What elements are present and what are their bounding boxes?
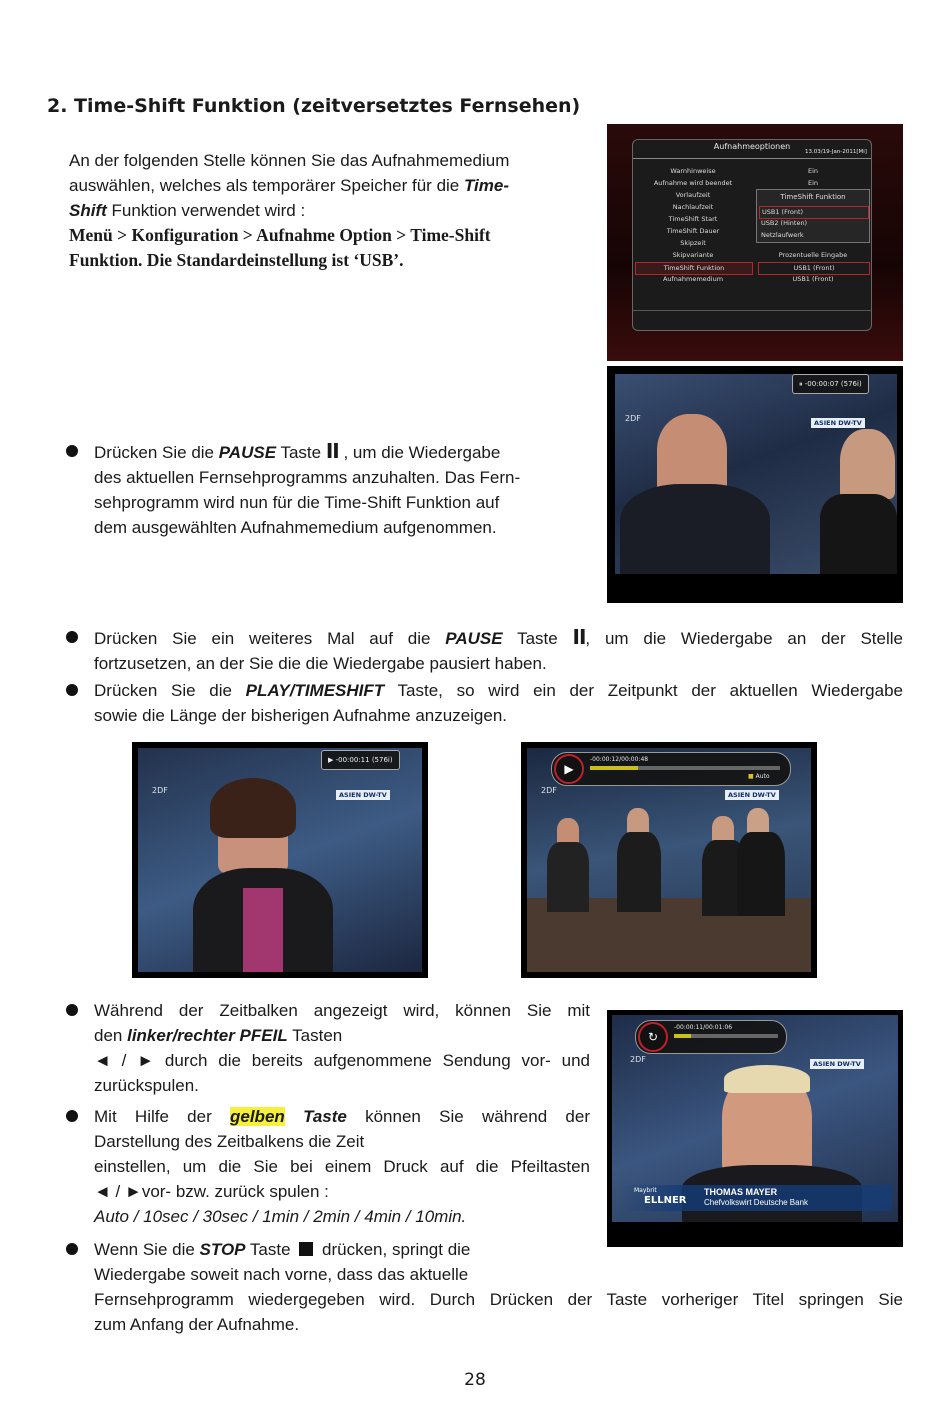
channel-logo: ASIEN DW-TV: [810, 1059, 864, 1069]
menu-value: Ein: [807, 167, 819, 175]
play-icon: ▶: [328, 756, 334, 764]
channel-logo: ASIEN DW-TV: [336, 790, 390, 800]
timeshift-popup: [756, 189, 870, 243]
menu-footer-divider: [633, 310, 871, 311]
bullet-dot: [66, 1243, 78, 1255]
guest-4-head: [747, 808, 769, 834]
seek-progress-fill: [674, 1034, 691, 1038]
guest-1-body: [547, 842, 589, 912]
name-subtitle: Chefvolkswirt Deutsche Bank: [704, 1198, 809, 1207]
timeshift-progress-track[interactable]: [590, 766, 780, 770]
menu-divider: [633, 158, 871, 159]
guest-suit: [820, 494, 897, 574]
menu-item[interactable]: TimeShift Start: [668, 215, 718, 223]
seek-bar-panel: [635, 1020, 787, 1054]
bullet-pause-text: Drücken Sie die PAUSE Taste II , um die Wiedergabe des aktuellen Fernsehprogramms anzuhalten. Das Fern- sehprogramm wird nun für die Time-Shift Funktion auf dem ausgewählten Aufnahmemedium aufgenommen.: [94, 439, 521, 537]
section-heading: 2. Time-Shift Funktion (zeitversetztes Fernsehen): [47, 95, 581, 117]
tv-picture: [138, 748, 422, 972]
zdf-logo: 2DF: [625, 414, 641, 423]
menu-item[interactable]: Aufnahmemedium: [662, 275, 724, 283]
popup-option[interactable]: USB2 (Hinten): [761, 219, 808, 227]
rewind-icon[interactable]: ↻: [638, 1022, 668, 1052]
menu-item[interactable]: TimeShift Dauer: [666, 227, 720, 235]
guest-3-head: [712, 816, 734, 842]
menu-item-selected[interactable]: TimeShift Funktion: [635, 262, 753, 275]
name-title: THOMAS MAYER: [704, 1187, 778, 1197]
bullet-dot: [66, 631, 78, 643]
speaker-head: [657, 414, 727, 494]
guest-4-body: [737, 832, 785, 916]
playback-time-display: ▶ -00:00:11 (576i): [321, 750, 400, 770]
tv-picture: [615, 374, 897, 574]
speaker-hair: [724, 1065, 810, 1093]
bullet-dot: [66, 1110, 78, 1122]
show-logo: ELLNER: [644, 1195, 687, 1206]
menu-title: Aufnahmeoptionen: [713, 142, 791, 151]
bullet-stop-text: Wenn Sie die STOP Taste drücken, springt die Wiedergabe soweit nach vorne, dass das aktuelle Fernsehprogramm wiedergegeben wird. Durch Drücken der Taste vorheriger Titel springen Sie zum Anfang der Aufnahme.: [94, 1240, 903, 1334]
menu-path-line: Menü > Konfiguration > Aufnahme Option > Time-Shift: [69, 225, 491, 245]
guest-2-body: [617, 832, 661, 912]
pause-icon: ⏸: [799, 380, 803, 388]
bullet-dot: [66, 445, 78, 457]
menu-path-line-2: Funktion. Die Standardeinstellung ist ‘USB’.: [69, 250, 404, 270]
menu-value-selected[interactable]: USB1 (Front): [758, 262, 870, 275]
pause-icon: II: [572, 625, 586, 649]
timeshift-time: -00:00:12/00:00:48: [590, 756, 649, 763]
menu-panel: [632, 139, 872, 331]
yellow-key-icon: ■: [748, 773, 754, 780]
seek-progress-track[interactable]: [674, 1034, 778, 1038]
guest-1-head: [557, 818, 579, 844]
seek-step-label: ■ Auto: [748, 773, 770, 780]
menu-date: 13.03/19-Jan-2011[Mi]: [805, 149, 867, 155]
bullet-yellow-key-text: Mit Hilfe der gelben Taste können Sie während der Darstellung des Zeitbalkens die Zeit einstellen, um die Sie bei einem Druck auf die Pfeiltasten ◄ / ►vor- bzw. zurück spulen : Auto / 10sec / 30sec / 1min / 2min / 4min / 10min.: [94, 1107, 590, 1226]
screenshot-playback-info: [132, 742, 428, 978]
menu-item[interactable]: Nachlaufzeit: [672, 203, 714, 211]
intro-line-1: An der folgenden Stelle können Sie das Aufnahmemedium: [69, 151, 510, 170]
screenshot-paused-tv: [607, 366, 903, 603]
bullet-dot: [66, 1004, 78, 1016]
bullet-arrow-keys-text: Während der Zeitbalken angezeigt wird, können Sie mit den linker/rechter PFEIL Tasten ◄ / ► durch die bereits aufgenommene Sendung vor- und zurückspulen.: [94, 1001, 590, 1095]
bullet-timeshift-text: Drücken Sie die PLAY/TIMESHIFT Taste, so wird ein der Zeitpunkt der aktuellen Wiedergabe sowie die Länge der bisherigen Aufnahme anzuzeigen.: [94, 681, 903, 725]
channel-logo: ASIEN DW-TV: [725, 790, 779, 800]
menu-value: Ein: [807, 179, 819, 187]
guest-head: [840, 429, 895, 499]
screenshot-recording-options-menu: [607, 124, 903, 361]
menu-value: Prozentuelle Eingabe: [778, 251, 848, 259]
intro-line-3: Shift Funktion verwendet wird :: [69, 201, 306, 220]
pause-time-display: ⏸ -00:00:07 (576i): [792, 374, 869, 394]
name-caption-bar: [622, 1185, 892, 1211]
menu-item[interactable]: Warnhinweise: [670, 167, 716, 175]
popup-option[interactable]: Netzlaufwerk: [761, 231, 804, 239]
intro-line-2: auswählen, welches als temporärer Speicher für die Time-: [69, 176, 510, 195]
page-number: 28: [464, 1370, 486, 1390]
timeshift-bar-panel: [551, 752, 791, 786]
popup-title: TimeShift Funktion: [780, 193, 846, 201]
screenshot-seek-bar: [607, 1010, 903, 1247]
timeshift-progress-fill: [590, 766, 638, 770]
yellow-highlight: gelben: [230, 1107, 285, 1126]
menu-item[interactable]: Skipvariante: [672, 251, 714, 259]
pause-icon: II: [325, 439, 339, 463]
stop-icon: [299, 1242, 313, 1256]
guest-2-head: [627, 808, 649, 834]
popup-option-selected[interactable]: USB1 (Front): [759, 206, 869, 219]
screenshot-timeshift-bar: [521, 742, 817, 978]
presenter-blouse: [243, 888, 283, 972]
menu-item[interactable]: Aufnahme wird beendet: [653, 179, 733, 187]
bullet-resume-text: Drücken Sie ein weiteres Mal auf die PAUSE Taste II, um die Wiedergabe an der Stelle fortzusetzen, an der Sie die die Wiedergabe pausiert haben.: [94, 625, 903, 673]
presenter-hair: [210, 778, 296, 838]
zdf-logo: 2DF: [630, 1055, 646, 1064]
intro-paragraph: [69, 148, 569, 273]
play-icon[interactable]: ▶: [554, 754, 584, 784]
speaker-suit: [620, 484, 770, 574]
zdf-logo: 2DF: [152, 786, 168, 795]
show-logo-small: Maybrit: [634, 1187, 657, 1194]
seek-time: -00:00:11/00:01:06: [674, 1024, 733, 1031]
menu-item[interactable]: Skipzeit: [680, 239, 706, 247]
menu-item[interactable]: Vorlaufzeit: [675, 191, 711, 199]
bullet-dot: [66, 684, 78, 696]
menu-value: USB1 (Front): [792, 275, 834, 283]
channel-logo: ASIEN DW-TV: [811, 418, 865, 428]
zdf-logo: 2DF: [541, 786, 557, 795]
